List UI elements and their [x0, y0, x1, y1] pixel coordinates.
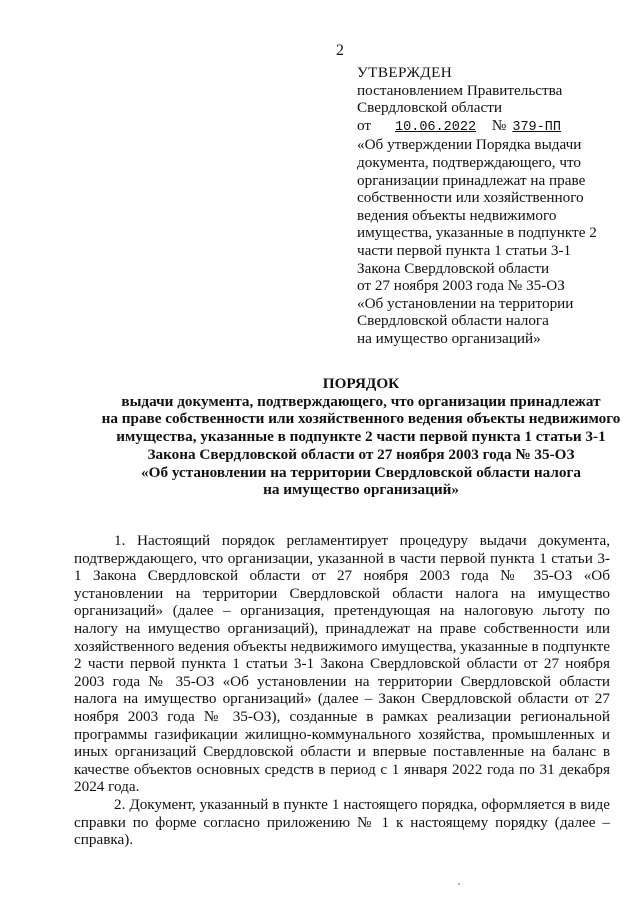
paragraph-1: 1. Настоящий порядок регламентирует процедуру выдачи документа, подтверждающего, что организации, указанной в части первой пункта 1 статьи 3-1 Закона Свердловской области от 27 ноября 2003 года № 35-ОЗ «Об установлении на территории Свердловской области налога на имущество организаций» (далее – организация, претендующая на налоговую льготу по налогу на имущество организаций), принадлежат на праве собственности или хозяйственного ведения объекты недвижимого имущества, указанные в подпункте 2 части первой пункта 1 статьи 3-1 Закона Свердловской области от 27 ноября 2003 года № 35-ОЗ «Об установлении на территории Свердловской области налога на имущество организаций» (далее – Закон Свердловской области от 27 ноября 2003 года № 35-ОЗ), созданные в рамках реализации региональной программы газификации жилищно-коммунального хозяйства, промышленных и иных организаций Свердловской области и впервые поставленные на баланс в качестве объектов основных средств в период с 1 января 2022 года по 31 декабря 2024 года.	[74, 532, 610, 796]
approval-line: Свердловской области	[357, 99, 502, 117]
heading-line: на праве собственности или хозяйственного ведения объекты недвижимого	[101, 410, 621, 428]
heading-line: Закона Свердловской области от 27 ноября 2003 года № 35-ОЗ	[147, 445, 575, 463]
subject-line: Закона Свердловской области	[357, 259, 550, 277]
scan-speck	[458, 883, 460, 885]
date-prefix: от	[357, 116, 372, 134]
document-body	[74, 532, 610, 849]
heading-line: имущества, указанные в подпункте 2 части первой пункта 1 статьи 3-1	[116, 428, 606, 446]
subject-line: на имущество организаций»	[357, 329, 541, 347]
approval-block	[357, 64, 617, 348]
heading-title: ПОРЯДОК	[322, 375, 400, 392]
number-value: 379-ПП	[512, 119, 561, 135]
approval-date-line	[357, 117, 617, 137]
subject-line: от 27 ноября 2003 года № 35-ОЗ	[357, 277, 565, 295]
number-prefix: №	[491, 116, 507, 134]
subject-line: организации принадлежат на праве	[357, 171, 586, 189]
subject-line: собственности или хозяйственного	[357, 189, 584, 207]
heading-line: выдачи документа, подтверждающего, что организации принадлежат	[121, 392, 601, 410]
subject-line: «Об утверждении Порядка выдачи	[357, 136, 582, 154]
subject-line: Свердловской области налога	[357, 312, 549, 330]
approval-title: УТВЕРЖДЕН	[357, 64, 453, 81]
approval-line: постановлением Правительства	[357, 81, 563, 99]
heading-line: на имущество организаций»	[263, 481, 459, 499]
subject-line: ведения объекты недвижимого	[357, 206, 557, 224]
date-value: 10.06.2022	[395, 119, 477, 135]
document-heading	[60, 375, 640, 499]
heading-line: «Об установлении на территории Свердловской области налога	[141, 463, 581, 481]
subject-line: «Об установлении на территории	[357, 294, 574, 312]
subject-line: части первой пункта 1 статьи 3-1	[357, 241, 572, 259]
subject-line: документа, подтверждающего, что	[357, 153, 582, 171]
page-number: 2	[336, 42, 344, 59]
subject-line: имущества, указанные в подпункте 2	[357, 224, 597, 242]
paragraph-2: 2. Документ, указанный в пункте 1 настоящего порядка, оформляется в виде справки по форме согласно приложению № 1 к настоящему порядку (далее – справка).	[74, 795, 610, 849]
